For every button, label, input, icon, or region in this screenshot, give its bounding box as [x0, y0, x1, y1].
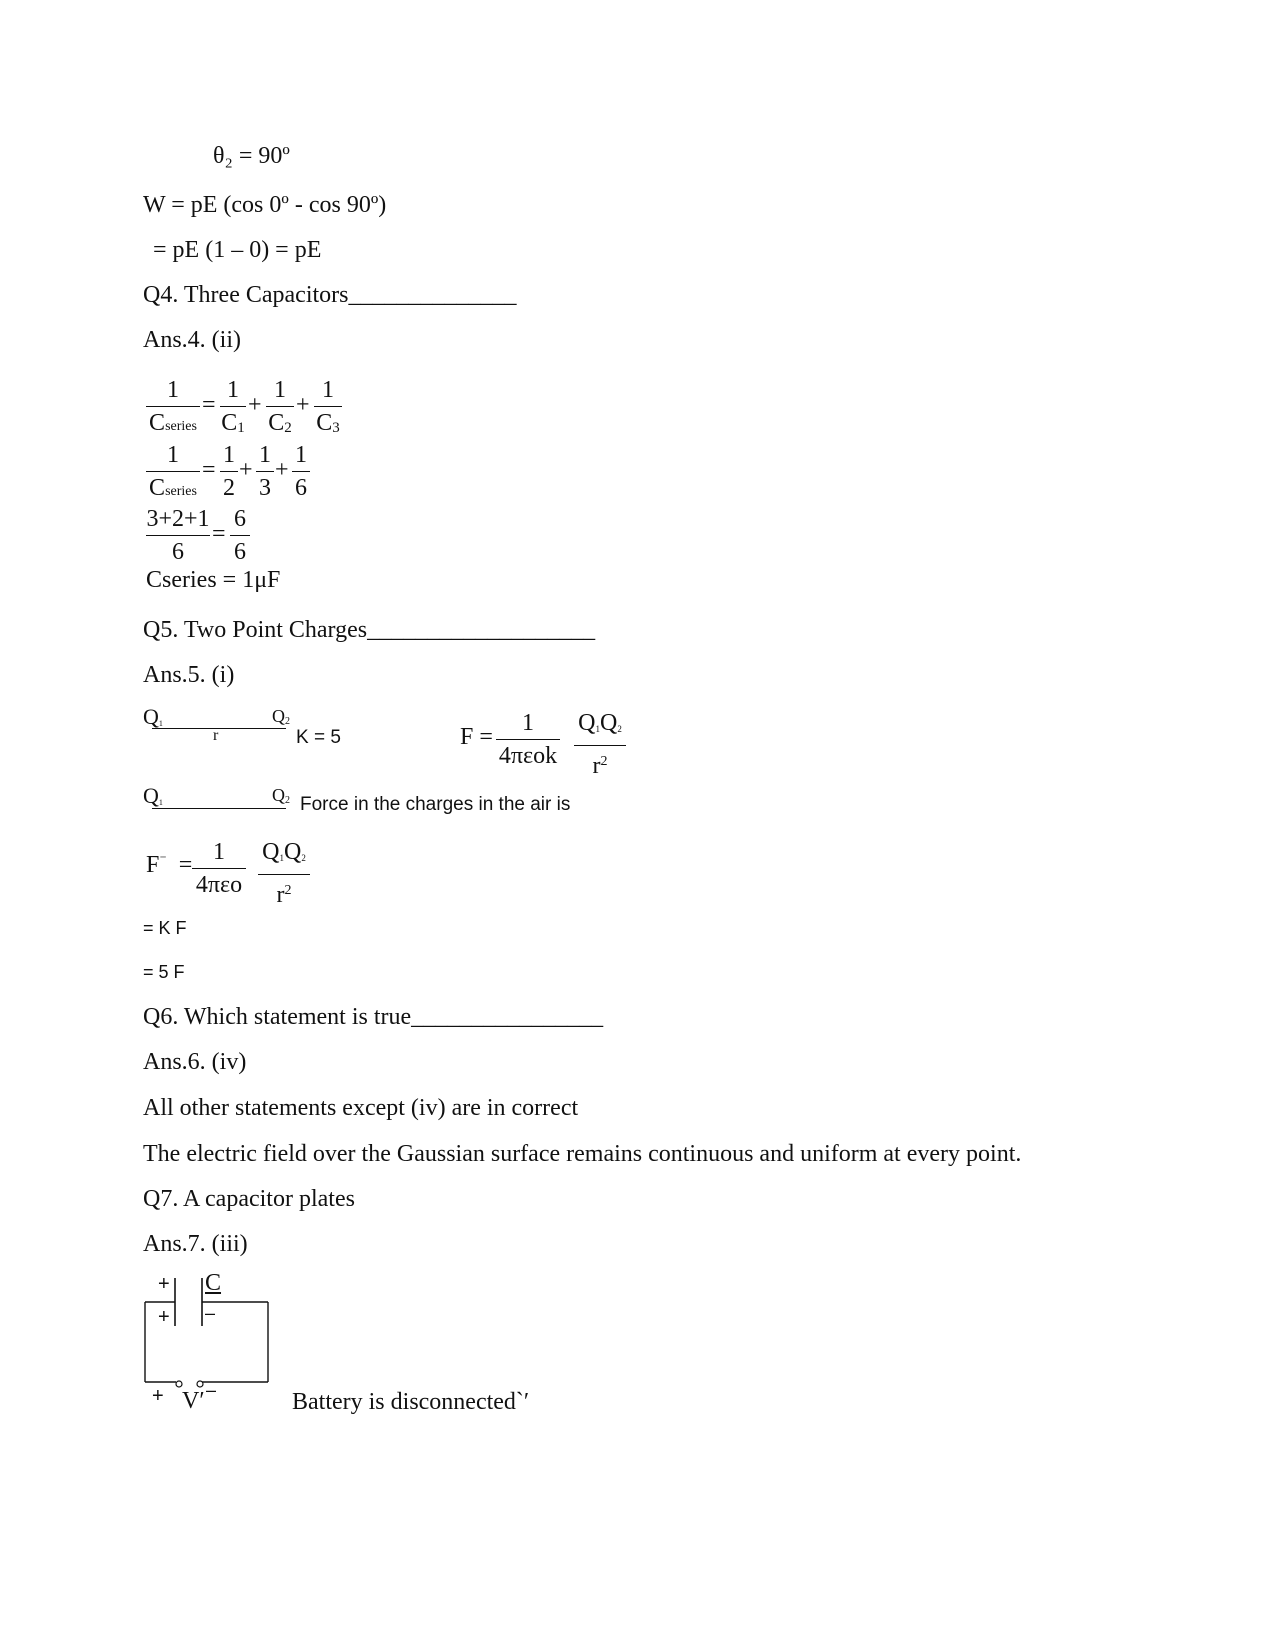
minus-bottom: – [206, 1380, 217, 1400]
force-symbol: F = [460, 724, 493, 750]
denominator: Cseries [149, 410, 197, 436]
numerator: 1 [167, 377, 179, 403]
k-value: K = 5 [296, 727, 341, 748]
plus-sign: + [296, 392, 310, 418]
question-4: Q4. Three Capacitors______________ [143, 282, 517, 308]
equals-sign: = [202, 392, 216, 418]
charge-q1: $Q_1$ [143, 783, 163, 808]
charge-q1: $Q_1$ [143, 704, 163, 729]
cseries-result: Cseries = 1μF [146, 567, 281, 593]
distance-r: r [213, 727, 219, 744]
theta2-line: θ₂ = 90º [213, 143, 290, 169]
plus-mid: + [158, 1306, 170, 1328]
plus-top: + [158, 1273, 170, 1295]
answer-5: Ans.5. (i) [143, 662, 235, 688]
force-air-label: Force in the charges in the air is [300, 794, 571, 815]
minus-mid: – [205, 1303, 216, 1323]
question-5: Q5. Two Point Charges___________________ [143, 617, 596, 643]
equals-kf: = K F [143, 918, 187, 938]
question-7: Q7. A capacitor plates [143, 1186, 355, 1212]
force-symbol: F⁻ = [146, 852, 193, 878]
answer-4: Ans.4. (ii) [143, 327, 241, 353]
work-result: = pE (1 – 0) = pE [153, 237, 322, 263]
battery-disconnected-label: Battery is disconnected`′ [292, 1389, 530, 1415]
capacitor-label: C [205, 1270, 222, 1296]
answer-6: Ans.6. (iv) [143, 1049, 247, 1075]
voltage-label: V′ [182, 1388, 205, 1414]
charge-q2: $Q_2$ [272, 706, 290, 727]
explanation-electric-field: The electric field over the Gaussian surface remains continuous and uniform at every point. [143, 1141, 1022, 1167]
explanation-other-statements: All other statements except (iv) are in correct [143, 1095, 579, 1121]
question-6: Q6. Which statement is true________________ [143, 1004, 604, 1030]
work-equation: W = pE (cos 0º - cos 90º) [143, 192, 387, 218]
charge-q2: $Q_2$ [272, 785, 290, 806]
plus-bottom: + [152, 1385, 164, 1407]
answer-7: Ans.7. (iii) [143, 1231, 248, 1257]
equals-5f: = 5 F [143, 962, 185, 982]
plus-sign: + [248, 392, 262, 418]
